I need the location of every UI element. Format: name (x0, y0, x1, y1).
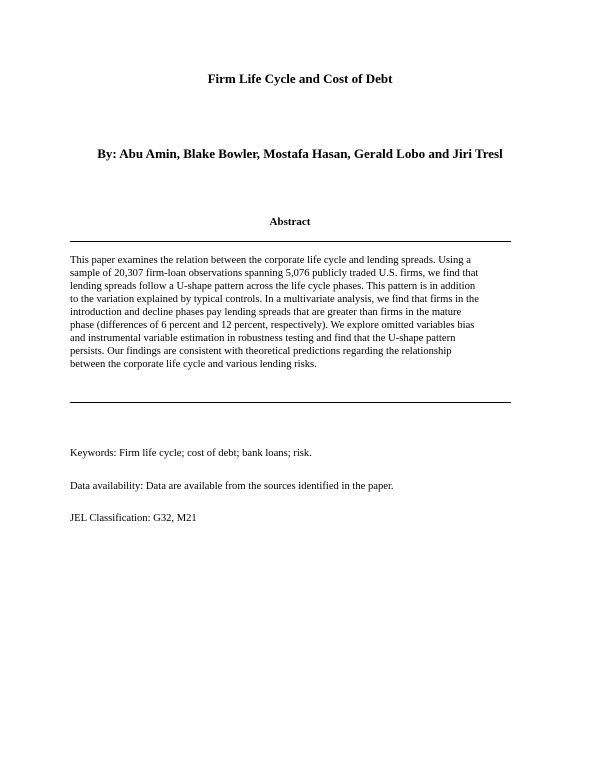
abstract-line: This paper examines the relation between the corporate life cycle and lending spreads. Using a (70, 255, 471, 266)
abstract-line: phase (differences of 6 percent and 12 percent, respectively). We explore omitted variables bias (70, 320, 475, 331)
abstract-line: persists. Our findings are consistent with theoretical predictions regarding the relationship (70, 346, 452, 357)
abstract-line: lending spreads follow a U-shape pattern across the life cycle phases. This pattern is in addition (70, 281, 476, 292)
abstract-line: to the variation explained by typical controls. In a multivariate analysis, we find that firms in the (70, 294, 479, 305)
abstract-line: and instrumental variable estimation in robustness testing and find that the U-shape pattern (70, 333, 456, 344)
abstract-heading: Abstract (269, 216, 311, 228)
abstract-line: introduction and decline phases pay lending spreads that are greater than firms in the mature (70, 307, 462, 318)
data-availability-line: Data availability: Data are available from the sources identified in the paper. (70, 481, 394, 492)
keywords-line: Keywords: Firm life cycle; cost of debt; bank loans; risk. (70, 448, 312, 459)
abstract-line: between the corporate life cycle and various lending risks. (70, 359, 317, 370)
author-list: By: Abu Amin, Blake Bowler, Mostafa Hasan, Gerald Lobo and Jiri Tresl (97, 146, 503, 161)
paper-title: Firm Life Cycle and Cost of Debt (207, 71, 393, 86)
jel-classification-line: JEL Classification: G32, M21 (70, 513, 197, 524)
abstract-body (70, 254, 530, 371)
abstract-bottom-rule (70, 402, 511, 403)
abstract-line: sample of 20,307 firm-loan observations spanning 5,076 publicly traded U.S. firms, we find that (70, 268, 479, 279)
abstract-top-rule (70, 241, 511, 242)
